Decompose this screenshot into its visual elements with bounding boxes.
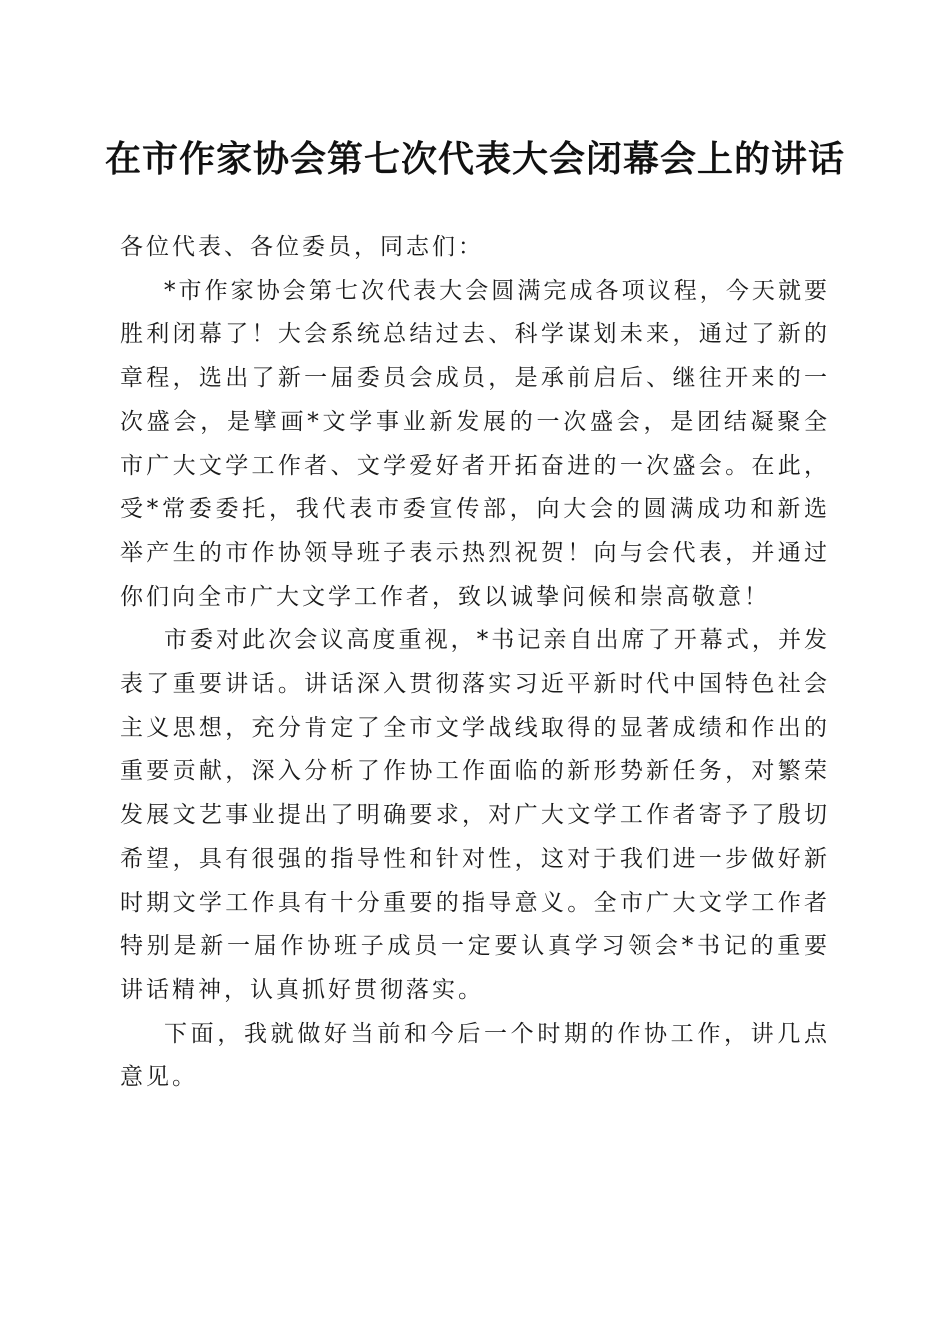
document-title: 在市作家协会第七次代表大会闭幕会上的讲话 (104, 138, 845, 180)
paragraph: *市作家协会第七次代表大会圆满完成各项议程，今天就要胜利闭幕了！大会系统总结过去、科学谋划未来，通过了新的章程，选出了新一届委员会成员，是承前启后、继往开来的一次盛会，是擘画*文学事业新发展的一次盛会，是团结凝聚全市广大文学工作者、文学爱好者开拓奋进的一次盛会。在此，受*常委委托，我代表市委宣传部，向大会的圆满成功和新选举产生的市作协领导班子表示热烈祝贺！向与会代表，并通过你们向全市广大文学工作者，致以诚挚问候和崇高敬意！ (120, 277, 830, 610)
paragraph: 下面，我就做好当前和今后一个时期的作协工作，讲几点意见。 (120, 1020, 830, 1091)
document-body (120, 226, 830, 1100)
salutation: 各位代表、各位委员，同志们： (120, 234, 484, 260)
paragraph: 市委对此次会议高度重视，*书记亲自出席了开幕式，并发表了重要讲话。讲话深入贯彻落实习近平新时代中国特色社会主义思想，充分肯定了全市文学战线取得的显著成绩和作出的重要贡献，深入分析了作协工作面临的新形势新任务，对繁荣发展文艺事业提出了明确要求，对广大文学工作者寄予了殷切希望，具有很强的指导性和针对性，这对于我们进一步做好新时期文学工作具有十分重要的指导意义。全市广大文学工作者特别是新一届作协班子成员一定要认真学习领会*书记的重要讲话精神，认真抓好贯彻落实。 (120, 627, 830, 1003)
